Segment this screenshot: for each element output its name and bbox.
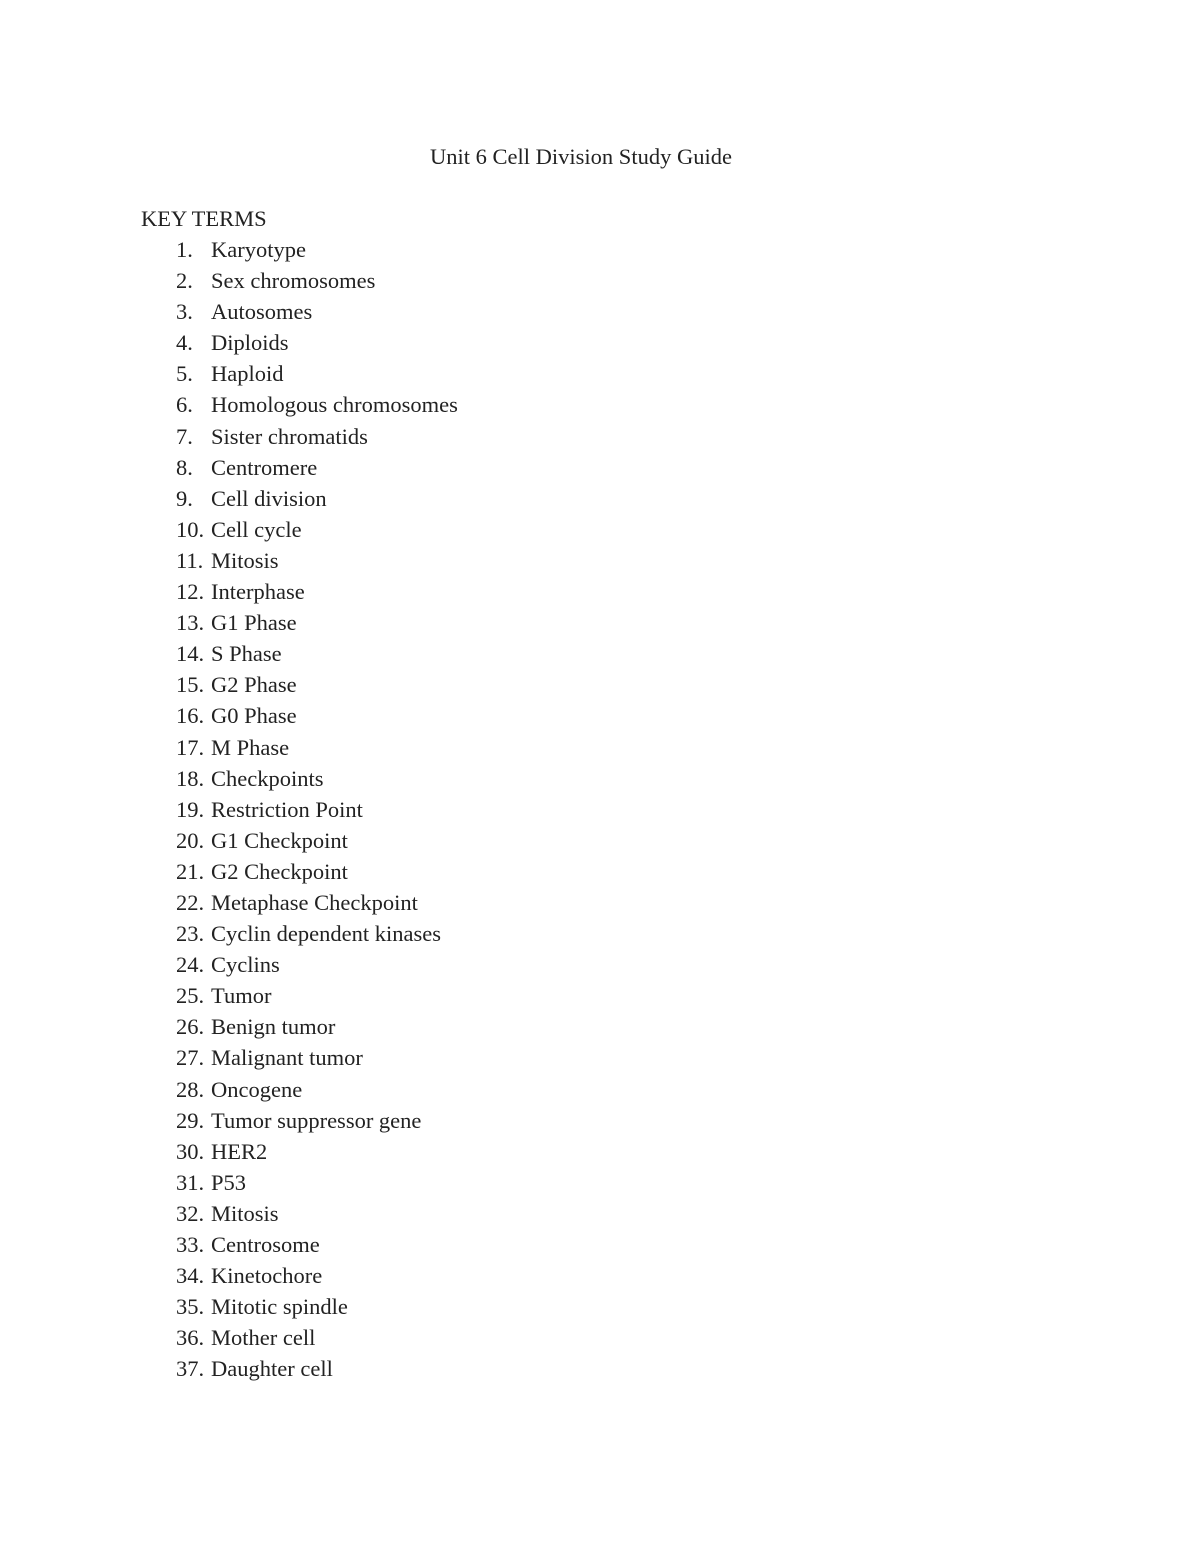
term-text: Restriction Point bbox=[211, 796, 363, 822]
term-text: Benign tumor bbox=[211, 1014, 336, 1040]
term-number: 5. bbox=[176, 361, 193, 387]
term-text: Autosomes bbox=[211, 299, 313, 325]
term-number: 2. bbox=[176, 268, 193, 294]
term-text: Karyotype bbox=[211, 237, 306, 262]
term-text: Cell division bbox=[211, 485, 327, 511]
term-text: Mother cell bbox=[211, 1325, 316, 1351]
term-text: G2 Checkpoint bbox=[211, 858, 348, 884]
term-text: G1 Phase bbox=[211, 610, 297, 636]
term-text: S Phase bbox=[211, 641, 282, 667]
term-text: Mitosis bbox=[211, 547, 279, 573]
term-number: 4. bbox=[176, 330, 193, 356]
term-text: P53 bbox=[211, 1169, 247, 1195]
term-text: Daughter cell bbox=[211, 1356, 333, 1382]
section-heading-key-terms: KEY TERMS bbox=[141, 206, 267, 231]
term-number: 37. bbox=[176, 1356, 205, 1382]
term-text: Oncogene bbox=[211, 1076, 303, 1102]
term-text: Haploid bbox=[211, 361, 284, 387]
term-text: Checkpoints bbox=[211, 765, 324, 791]
term-text: Malignant tumor bbox=[211, 1045, 363, 1071]
term-text: Mitotic spindle bbox=[211, 1294, 348, 1320]
term-number: 25. bbox=[176, 983, 205, 1009]
term-number: 11. bbox=[176, 547, 204, 573]
term-text: Centrosome bbox=[211, 1232, 320, 1257]
document-title: Unit 6 Cell Division Study Guide bbox=[430, 144, 732, 169]
term-number: 14. bbox=[176, 641, 205, 667]
term-number: 3. bbox=[176, 299, 193, 325]
term-number: 22. bbox=[176, 889, 205, 915]
term-number: 15. bbox=[176, 672, 205, 698]
term-text: Cyclins bbox=[211, 952, 280, 978]
term-number: 21. bbox=[176, 858, 205, 884]
term-number: 28. bbox=[176, 1076, 205, 1102]
term-number: 6. bbox=[176, 392, 193, 418]
term-number: 27. bbox=[176, 1045, 205, 1071]
term-number: 24. bbox=[176, 952, 205, 978]
term-text: Sex chromosomes bbox=[211, 268, 376, 294]
term-text: Centromere bbox=[211, 454, 318, 480]
term-text: Kinetochore bbox=[211, 1263, 323, 1289]
term-text: Mitosis bbox=[211, 1200, 279, 1226]
term-text: G1 Checkpoint bbox=[211, 827, 348, 853]
term-number: 23. bbox=[176, 921, 205, 947]
term-text: G0 Phase bbox=[211, 703, 297, 729]
term-number: 10. bbox=[176, 516, 205, 542]
term-text: Sister chromatids bbox=[211, 423, 368, 449]
term-text: G2 Phase bbox=[211, 672, 297, 698]
term-number: 30. bbox=[176, 1138, 205, 1164]
term-number: 17. bbox=[176, 734, 205, 760]
term-text: HER2 bbox=[211, 1138, 268, 1164]
term-number: 9. bbox=[176, 485, 193, 511]
term-text: M Phase bbox=[211, 734, 290, 760]
term-text: Tumor bbox=[211, 983, 272, 1009]
term-number: 35. bbox=[176, 1294, 205, 1320]
term-number: 36. bbox=[176, 1325, 205, 1351]
term-number: 12. bbox=[176, 579, 205, 605]
term-text: Diploids bbox=[211, 330, 289, 356]
term-number: 34. bbox=[176, 1263, 205, 1289]
term-number: 20. bbox=[176, 827, 205, 853]
term-text: Cyclin dependent kinases bbox=[211, 921, 441, 947]
term-number: 16. bbox=[176, 703, 205, 729]
term-number: 13. bbox=[176, 610, 205, 636]
term-number: 29. bbox=[176, 1107, 205, 1133]
term-text: Cell cycle bbox=[211, 516, 302, 542]
term-text: Metaphase Checkpoint bbox=[211, 889, 418, 915]
term-number: 32. bbox=[176, 1200, 205, 1226]
term-number: 1. bbox=[176, 237, 193, 262]
term-number: 18. bbox=[176, 765, 205, 791]
term-number: 26. bbox=[176, 1014, 205, 1040]
term-text: Homologous chromosomes bbox=[211, 392, 458, 418]
term-number: 33. bbox=[176, 1232, 205, 1257]
term-number: 7. bbox=[176, 423, 193, 449]
term-number: 19. bbox=[176, 796, 205, 822]
term-number: 8. bbox=[176, 454, 193, 480]
term-text: Interphase bbox=[211, 579, 305, 605]
term-text: Tumor suppressor gene bbox=[211, 1107, 422, 1133]
term-number: 31. bbox=[176, 1169, 205, 1195]
